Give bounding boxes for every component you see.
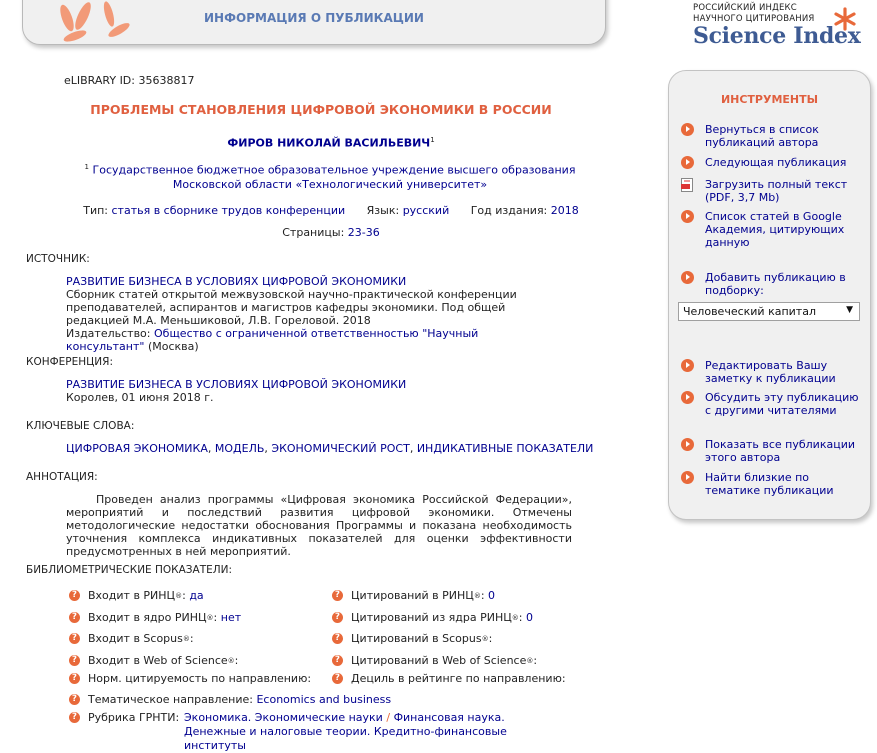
biblio-item-cit-rinc — [332, 589, 495, 602]
biblio-value: нет — [220, 611, 242, 624]
page-title: ИНФОРМАЦИЯ О ПУБЛИКАЦИИ — [204, 11, 424, 25]
year-value: 2018 — [550, 204, 579, 217]
biblio-item-cit-scopus — [332, 632, 492, 645]
keyword-link[interactable]: МОДЕЛЬ — [214, 442, 265, 455]
registered-mark: ® — [526, 656, 534, 665]
conference-block — [66, 378, 546, 404]
question-icon[interactable]: ? — [69, 694, 80, 705]
biblio-item-scopus — [69, 632, 194, 645]
biblio-sep: : — [533, 654, 538, 667]
biblio-item-cit-core — [332, 611, 533, 624]
arrow-right-icon — [681, 359, 694, 372]
biblio-sep: : — [518, 611, 523, 624]
biblio-label: Входит в Scopus — [88, 632, 183, 645]
language-value: русский — [402, 204, 450, 217]
biblio-item-rinc-core — [69, 611, 241, 624]
thematic-value: Economics and business — [256, 693, 392, 706]
tools-title: ИНСТРУМЕНТЫ — [720, 93, 819, 106]
biblio-value: 0 — [488, 589, 496, 602]
tool-edit-note[interactable] — [681, 359, 863, 385]
registered-mark: ® — [182, 634, 190, 643]
arrow-right-icon — [681, 123, 694, 136]
publisher-label: Издательство: — [66, 327, 151, 340]
tool-label[interactable]: Добавить публикацию в подборку: — [705, 271, 846, 297]
arrow-right-icon — [681, 271, 694, 284]
year-label: Год издания: — [470, 204, 548, 217]
biblio-item-cit-wos — [332, 654, 537, 667]
pdf-icon — [681, 178, 694, 192]
annotation-heading: АННОТАЦИЯ: — [26, 471, 98, 483]
keyword-link[interactable]: ЦИФРОВАЯ ЭКОНОМИКА — [66, 442, 208, 455]
tool-all-author-publications[interactable] — [681, 438, 863, 464]
biblio-item-rinc — [69, 589, 204, 602]
logo-brand: Science Index — [693, 23, 861, 49]
arrow-right-icon — [681, 210, 694, 223]
biblio-item-norm-citation — [69, 672, 311, 685]
asterisk-logo-icon — [834, 7, 856, 31]
tool-label[interactable]: Список статей в Google Академия, цитирующих данную — [705, 210, 845, 249]
conference-heading: КОНФЕРЕНЦИЯ: — [26, 356, 113, 368]
publisher-city: (Москва) — [147, 340, 199, 353]
keywords-list: ЦИФРОВАЯ ЭКОНОМИКА, МОДЕЛЬ, ЭКОНОМИЧЕСКИЙ РОСТ, ИНДИКАТИВНЫЕ ПОКАЗАТЕЛИ — [66, 442, 594, 455]
elibrary-id: eLIBRARY ID: 35638817 — [64, 74, 195, 87]
question-icon[interactable]: ? — [69, 633, 80, 644]
author-name-text[interactable]: ФИРОВ НИКОЛАЙ ВАСИЛЬЕВИЧ — [227, 136, 431, 150]
biblio-value: да — [189, 589, 204, 602]
question-icon[interactable]: ? — [332, 612, 343, 623]
biblio-label: Цитирований в РИНЦ — [351, 589, 474, 602]
rubric-separator: / — [386, 711, 391, 724]
publisher-link[interactable]: Общество с ограниченной ответственностью "Научный консультант" — [66, 327, 479, 353]
biblio-sep: : — [488, 632, 493, 645]
question-icon[interactable]: ? — [332, 633, 343, 644]
tool-label[interactable]: Следующая публикация — [705, 156, 847, 169]
publication-meta — [26, 204, 636, 217]
tool-label[interactable]: Найти близкие по тематике публикации — [705, 471, 834, 497]
source-title-link[interactable]: РАЗВИТИЕ БИЗНЕСА В УСЛОВИЯХ ЦИФРОВОЙ ЭКОНОМИКИ — [66, 275, 407, 288]
tool-download-pdf[interactable] — [681, 178, 863, 204]
affiliation-link[interactable]: Государственное бюджетное образовательное учреждение высшего образования Московской области «Технологический университет» — [92, 163, 576, 191]
tool-similar-publications[interactable] — [681, 471, 863, 497]
question-icon[interactable]: ? — [332, 673, 343, 684]
registered-mark: ® — [227, 656, 235, 665]
logo-line-1: РОССИЙСКИЙ ИНДЕКС — [693, 3, 797, 13]
biblio-sep: : — [480, 589, 485, 602]
question-icon[interactable]: ? — [69, 655, 80, 666]
keyword-link[interactable]: ИНДИКАТИВНЫЕ ПОКАЗАТЕЛИ — [416, 442, 594, 455]
affiliation — [70, 160, 590, 192]
biblio-label: Дециль в рейтинге по направлению: — [351, 672, 566, 685]
tool-next-publication[interactable] — [681, 156, 863, 169]
tool-label[interactable]: Вернуться в список публикаций автора — [705, 123, 819, 149]
registered-mark: ® — [481, 634, 489, 643]
arrow-right-icon — [681, 438, 694, 451]
tool-label[interactable]: Редактировать Вашу заметку к публикации — [705, 359, 836, 385]
publication-title: ПРОБЛЕМЫ СТАНОВЛЕНИЯ ЦИФРОВОЙ ЭКОНОМИКИ В РОССИИ — [90, 102, 552, 117]
source-description: Сборник статей открытой межвузовской научно-практической конференции преподавателей, аспирантов и магистров кафедры экономики. Под общей редакцией М.А. Меньшиковой, Л.В. Гореловой. 2018 — [66, 288, 517, 327]
biblio-sep: : — [234, 654, 239, 667]
collection-select[interactable] — [678, 302, 860, 321]
question-icon[interactable]: ? — [332, 590, 343, 601]
rubric-link[interactable]: Финансовая наука. Денежные и налоговые теории. Кредитно-финансовые институты — [184, 711, 507, 752]
author-affiliation-sup: 1 — [430, 136, 435, 144]
registered-mark: ® — [473, 591, 481, 600]
biblio-item-wos — [69, 654, 238, 667]
source-publisher — [66, 327, 546, 353]
logo-line-2: НАУЧНОГО ЦИТИРОВАНИЯ — [693, 14, 815, 24]
biblio-item-thematic — [69, 693, 391, 706]
author-name[interactable] — [26, 136, 636, 150]
science-index-logo[interactable] — [693, 3, 873, 53]
arrow-right-icon — [681, 471, 694, 484]
biblio-label: Цитирований из ядра РИНЦ — [351, 611, 512, 624]
tool-add-to-collection[interactable] — [681, 271, 863, 297]
conference-title-link[interactable]: РАЗВИТИЕ БИЗНЕСА В УСЛОВИЯХ ЦИФРОВОЙ ЭКОНОМИКИ — [66, 378, 407, 391]
tool-google-scholar[interactable] — [681, 210, 863, 249]
dropdown-arrow-icon: ▼ — [846, 305, 853, 315]
biblio-heading: БИБЛИОМЕТРИЧЕСКИЕ ПОКАЗАТЕЛИ: — [26, 564, 233, 576]
pages-value: 23-36 — [347, 226, 380, 239]
keyword-link[interactable]: ЭКОНОМИЧЕСКИЙ РОСТ — [271, 442, 410, 455]
registered-mark: ® — [511, 613, 519, 622]
tool-label[interactable]: Загрузить полный текст (PDF, 3,7 Mb) — [705, 178, 848, 204]
rubric-value — [184, 711, 529, 753]
question-icon[interactable]: ? — [332, 655, 343, 666]
question-icon[interactable]: ? — [69, 712, 80, 723]
biblio-sep: : — [213, 611, 218, 624]
question-icon[interactable]: ? — [69, 612, 80, 623]
source-block — [66, 275, 546, 353]
conference-place-date: Королев, 01 июня 2018 г. — [66, 391, 214, 404]
tool-label[interactable]: Обсудить эту публикацию с другими читателями — [705, 391, 859, 417]
keywords-heading: КЛЮЧЕВЫЕ СЛОВА: — [26, 420, 135, 432]
pages-label: Страницы: — [282, 226, 345, 239]
type-value: статья в сборнике трудов конференции — [111, 204, 346, 217]
biblio-label: Входит в РИНЦ — [88, 589, 176, 602]
rubric-link[interactable]: Экономика. Экономические науки — [184, 711, 383, 724]
biblio-label: Входит в Web of Science — [88, 654, 228, 667]
biblio-sep: : — [189, 632, 194, 645]
biblio-sep: : — [182, 589, 186, 602]
affiliation-sup: 1 — [84, 163, 89, 171]
tool-back-to-author-list[interactable] — [681, 123, 863, 149]
rubric-label: Рубрика ГРНТИ: — [88, 711, 180, 724]
pages — [26, 226, 636, 239]
thematic-label: Тематическое направление: — [88, 693, 253, 706]
question-icon[interactable]: ? — [69, 590, 80, 601]
collection-selected: Человеческий капитал — [683, 305, 816, 318]
type-label: Тип: — [83, 204, 108, 217]
biblio-label: Входит в ядро РИНЦ — [88, 611, 207, 624]
tool-discuss[interactable] — [681, 391, 863, 417]
biblio-label: Норм. цитируемость по направлению: — [88, 672, 312, 685]
language-label: Язык: — [366, 204, 400, 217]
annotation-text: Проведен анализ программы «Цифровая экономика Российской Федерации», мероприятий и последствий развития цифровой экономики. Отмечены методологические недостатки обоснования Программы и показана необходимость уточнения комплекса индикативных показателей для оценки эффективности предусмотренных в ней мероприятий. — [66, 493, 572, 558]
tools-panel — [668, 70, 871, 520]
biblio-label: Цитирований в Scopus — [351, 632, 482, 645]
tool-label[interactable]: Показать все публикации этого автора — [705, 438, 855, 464]
registered-mark: ® — [206, 613, 214, 622]
registered-mark: ® — [175, 591, 183, 600]
arrow-right-icon — [681, 156, 694, 169]
biblio-label: Цитирований в Web of Science — [351, 654, 527, 667]
source-heading: ИСТОЧНИК: — [26, 253, 90, 265]
biblio-value: 0 — [526, 611, 533, 624]
question-icon[interactable]: ? — [69, 673, 80, 684]
header-panel — [22, 0, 606, 45]
biblio-item-decile — [332, 672, 566, 685]
arrow-right-icon — [681, 391, 694, 404]
